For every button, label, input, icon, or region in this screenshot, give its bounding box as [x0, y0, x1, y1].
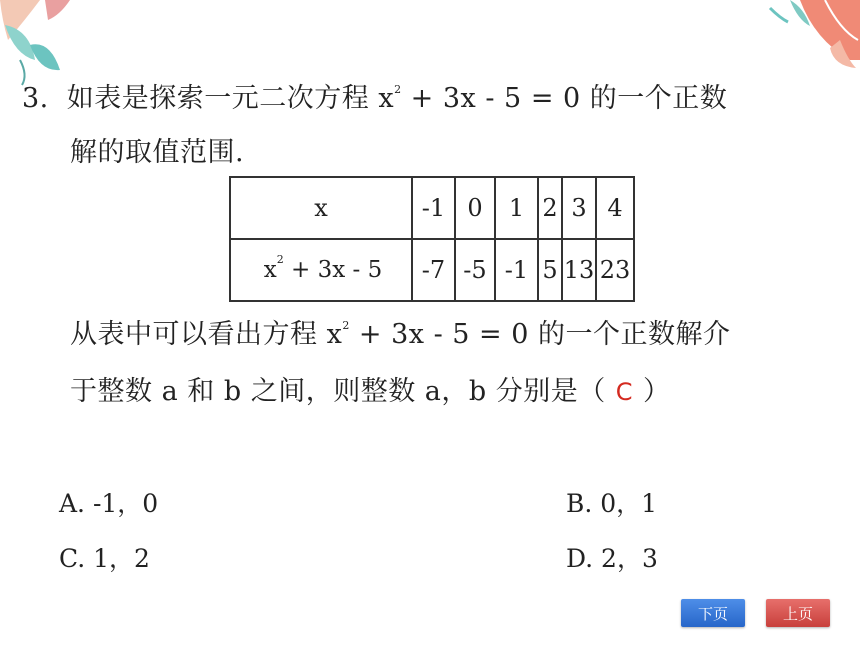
table-cell: 2	[538, 177, 562, 239]
option-c: C. 1，2	[59, 544, 150, 573]
table-cell: -5	[455, 239, 495, 301]
question-text-1a: 如表是探索一元二次方程 x	[66, 83, 395, 114]
answer-text: C	[615, 378, 634, 406]
option-d: D. 2，3	[566, 544, 658, 573]
table-cell: 23	[596, 239, 634, 301]
table-cell: 1	[495, 177, 538, 239]
question-text-1b: + 3x - 5 = 0 的一个正数	[401, 83, 728, 114]
question-text-4b: ）	[643, 376, 671, 407]
question-text-3a: 从表中可以看出方程 x	[70, 319, 343, 350]
question-line-3	[70, 312, 731, 351]
expr-rest: + 3x - 5	[283, 257, 383, 283]
table-cell: -1	[495, 239, 538, 301]
table-cell: 4	[596, 177, 634, 239]
leaf-decoration-right	[730, 0, 860, 70]
exponent: 2	[394, 83, 402, 96]
expr-x: x	[263, 257, 277, 283]
table-header-expression	[230, 239, 412, 301]
table-cell: 0	[455, 177, 495, 239]
table-cell: 3	[562, 177, 596, 239]
question-number: 3.	[22, 83, 49, 114]
question-line-1	[22, 76, 727, 115]
question-text-4a: 于整数 a 和 b 之间，则整数 a，b 分别是（	[70, 376, 606, 407]
option-b: B. 0，1	[566, 489, 658, 518]
table-row	[230, 239, 634, 301]
question-line-2	[70, 130, 244, 169]
question-text-3b: + 3x - 5 = 0 的一个正数解介	[349, 319, 731, 350]
table-cell: 5	[538, 239, 562, 301]
prev-page-button[interactable]: 上页	[766, 599, 830, 627]
exponent: 2	[276, 253, 284, 266]
table-row	[230, 177, 634, 239]
table-cell: 13	[562, 239, 596, 301]
table-cell: -1	[412, 177, 455, 239]
next-page-button[interactable]: 下页	[681, 599, 745, 627]
value-table	[229, 176, 635, 302]
question-line-4	[70, 369, 671, 408]
question-text-2: 解的取值范围.	[70, 137, 245, 168]
table-cell: -7	[412, 239, 455, 301]
option-a: A. -1，0	[59, 489, 159, 518]
exponent: 2	[342, 319, 350, 332]
table-header-x: x	[230, 177, 412, 239]
